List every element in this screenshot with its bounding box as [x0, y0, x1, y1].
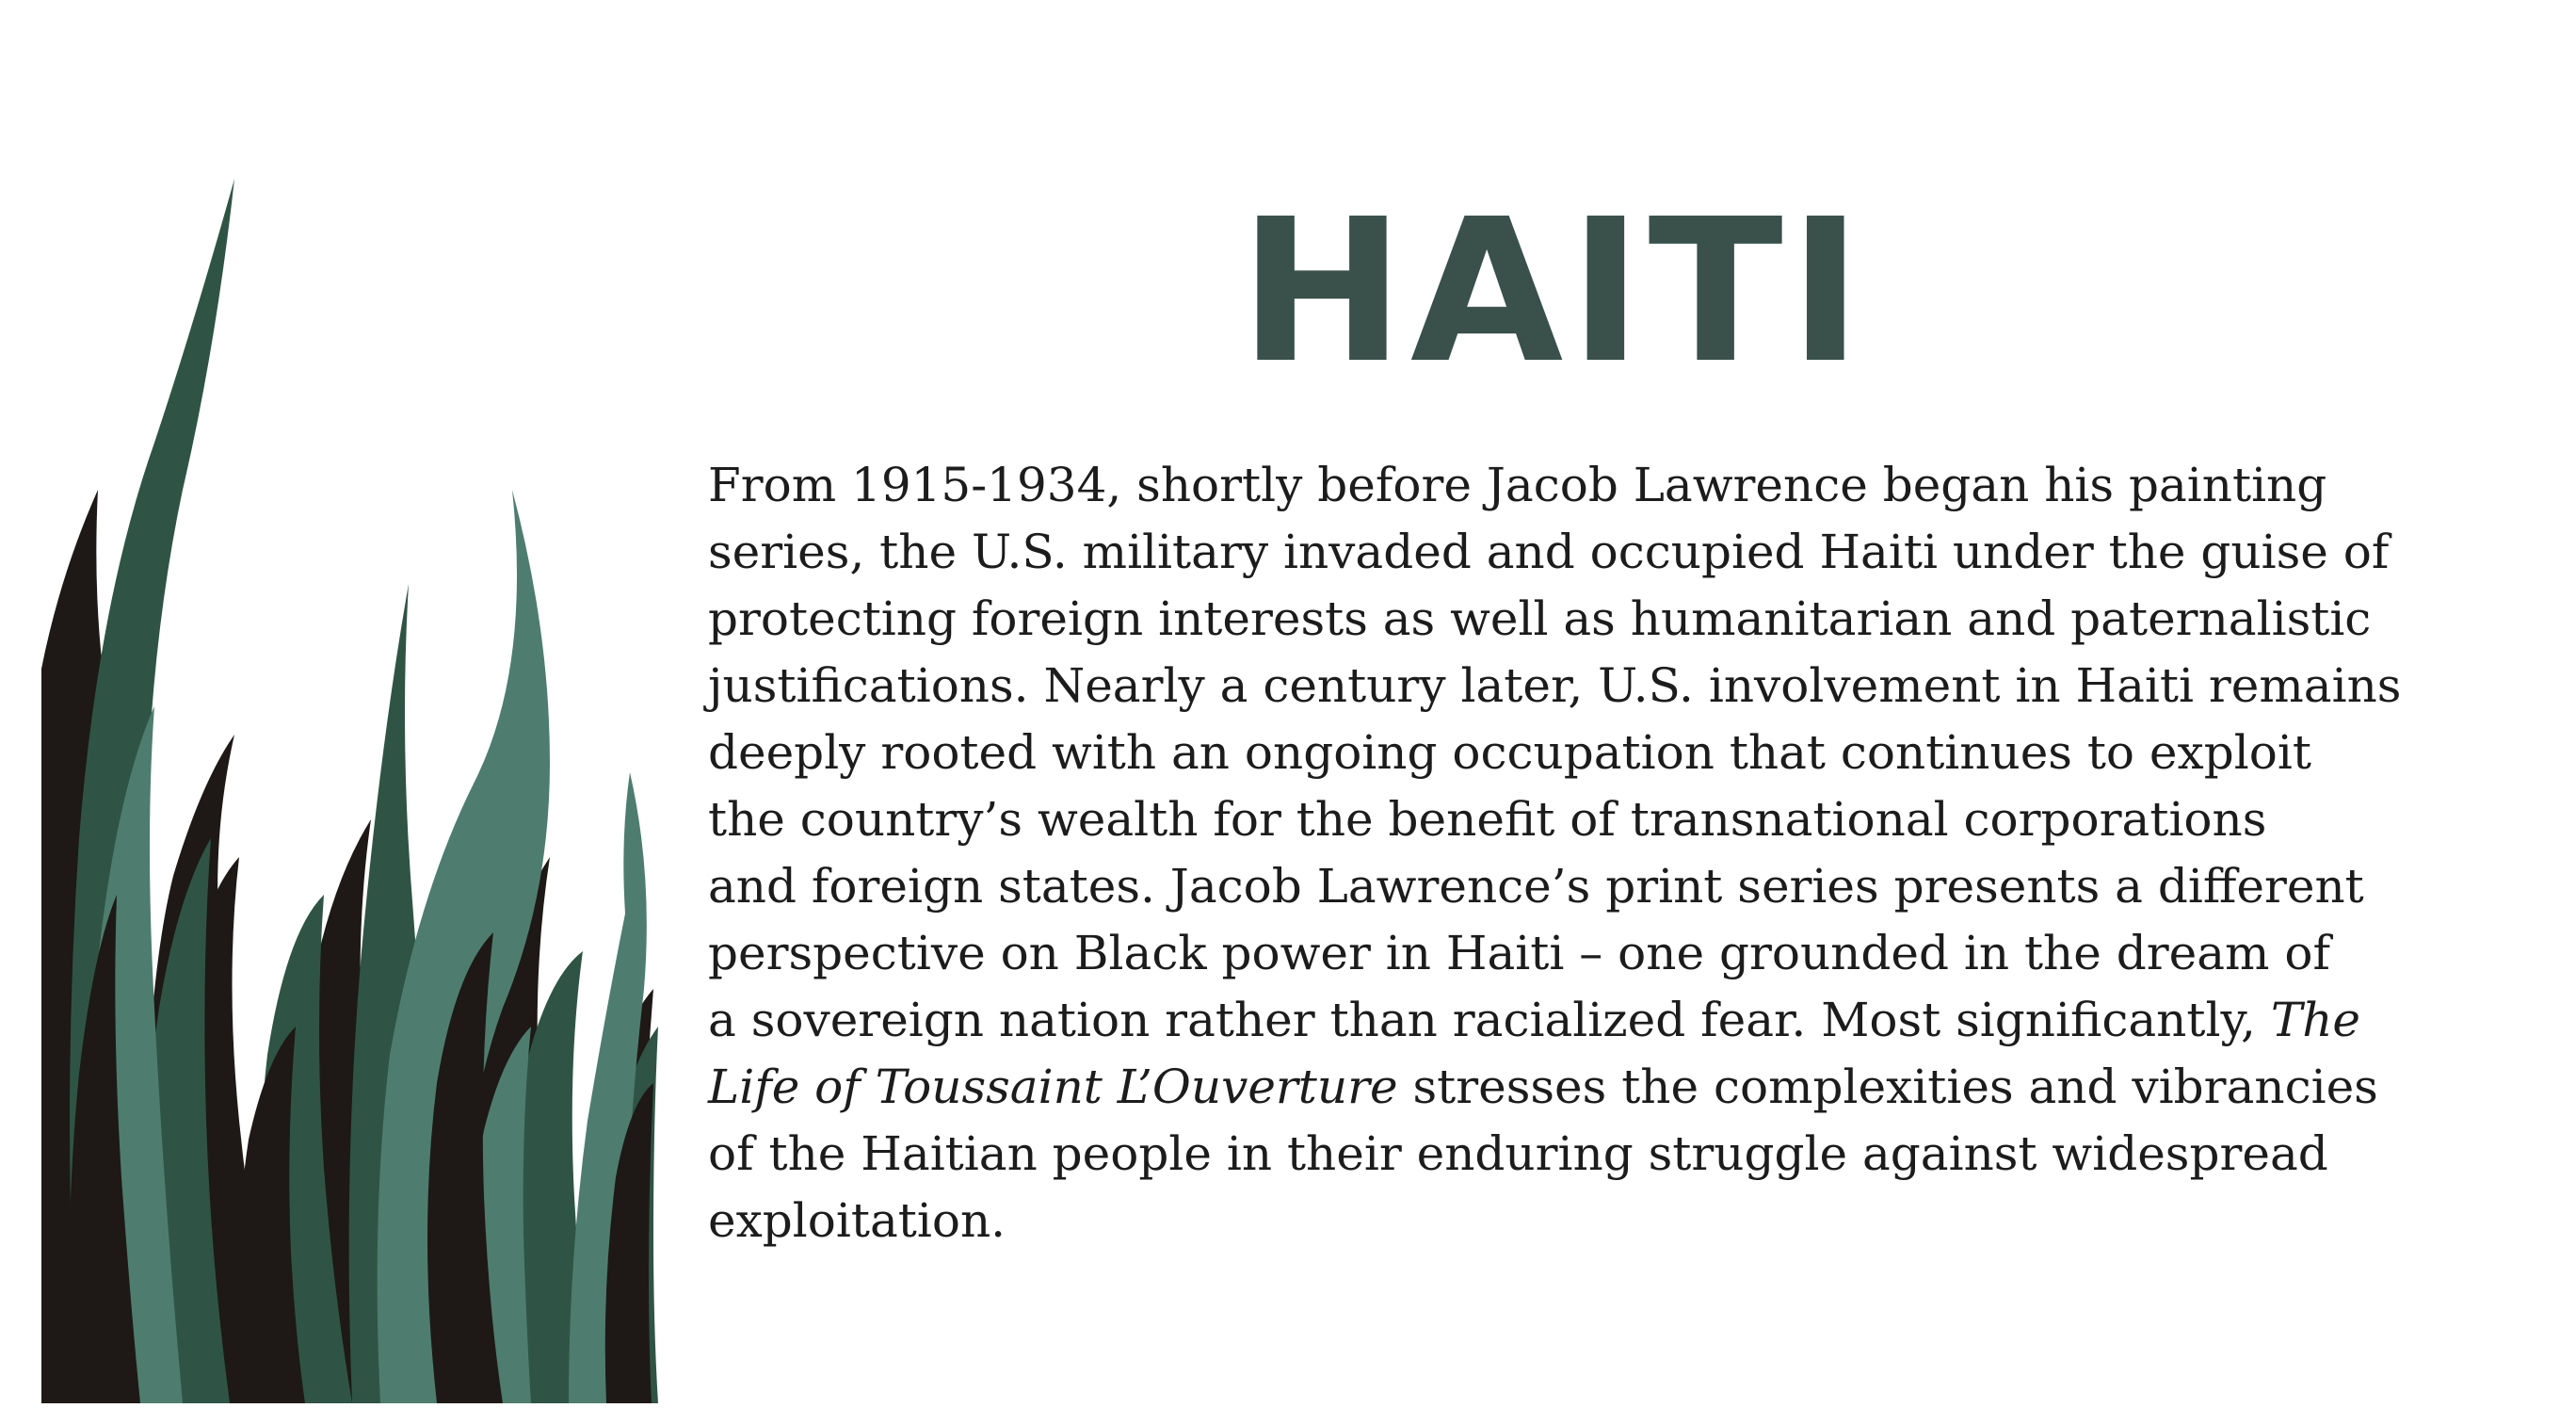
paragraph-line: of the Haitian people in their enduring struggle against widespread [708, 1126, 2328, 1181]
paragraph-line: perspective on Black power in Haiti – one grounded in the dream of [708, 926, 2330, 980]
paragraph-line [708, 987, 2459, 1054]
paragraph-line: exploitation. [708, 1193, 1006, 1248]
grass-leaves-illustration [41, 179, 663, 1403]
page-title: HAITI [1239, 176, 1868, 407]
paragraph-line: justifications. Nearly a century later, U.S. involvement in Haiti remains [708, 658, 2402, 713]
paragraph-line: series, the U.S. military invaded and occupied Haiti under the guise of [708, 525, 2390, 579]
body-paragraph [708, 452, 2459, 1254]
line-text: a sovereign nation rather than racialized fear. Most significantly, [708, 993, 2256, 1047]
paragraph-line: deeply rooted with an ongoing occupation that continues to exploit [708, 725, 2311, 780]
paragraph-line: From 1915-1934, shortly before Jacob Lawrence began his painting [708, 458, 2327, 512]
paragraph-line: and foreign states. Jacob Lawrence’s print series presents a different [708, 859, 2364, 914]
line-text: stresses the complexities and vibrancies [1412, 1060, 2378, 1114]
paragraph-line: the country’s wealth for the benefit of transnational corporations [708, 792, 2267, 847]
paragraph-line [708, 1054, 2459, 1121]
paragraph-line: protecting foreign interests as well as humanitarian and paternalistic [708, 591, 2372, 646]
artwork-title-part: The [2270, 993, 2361, 1047]
artwork-title-part: Life of Toussaint L’Ouverture [708, 1060, 1398, 1114]
